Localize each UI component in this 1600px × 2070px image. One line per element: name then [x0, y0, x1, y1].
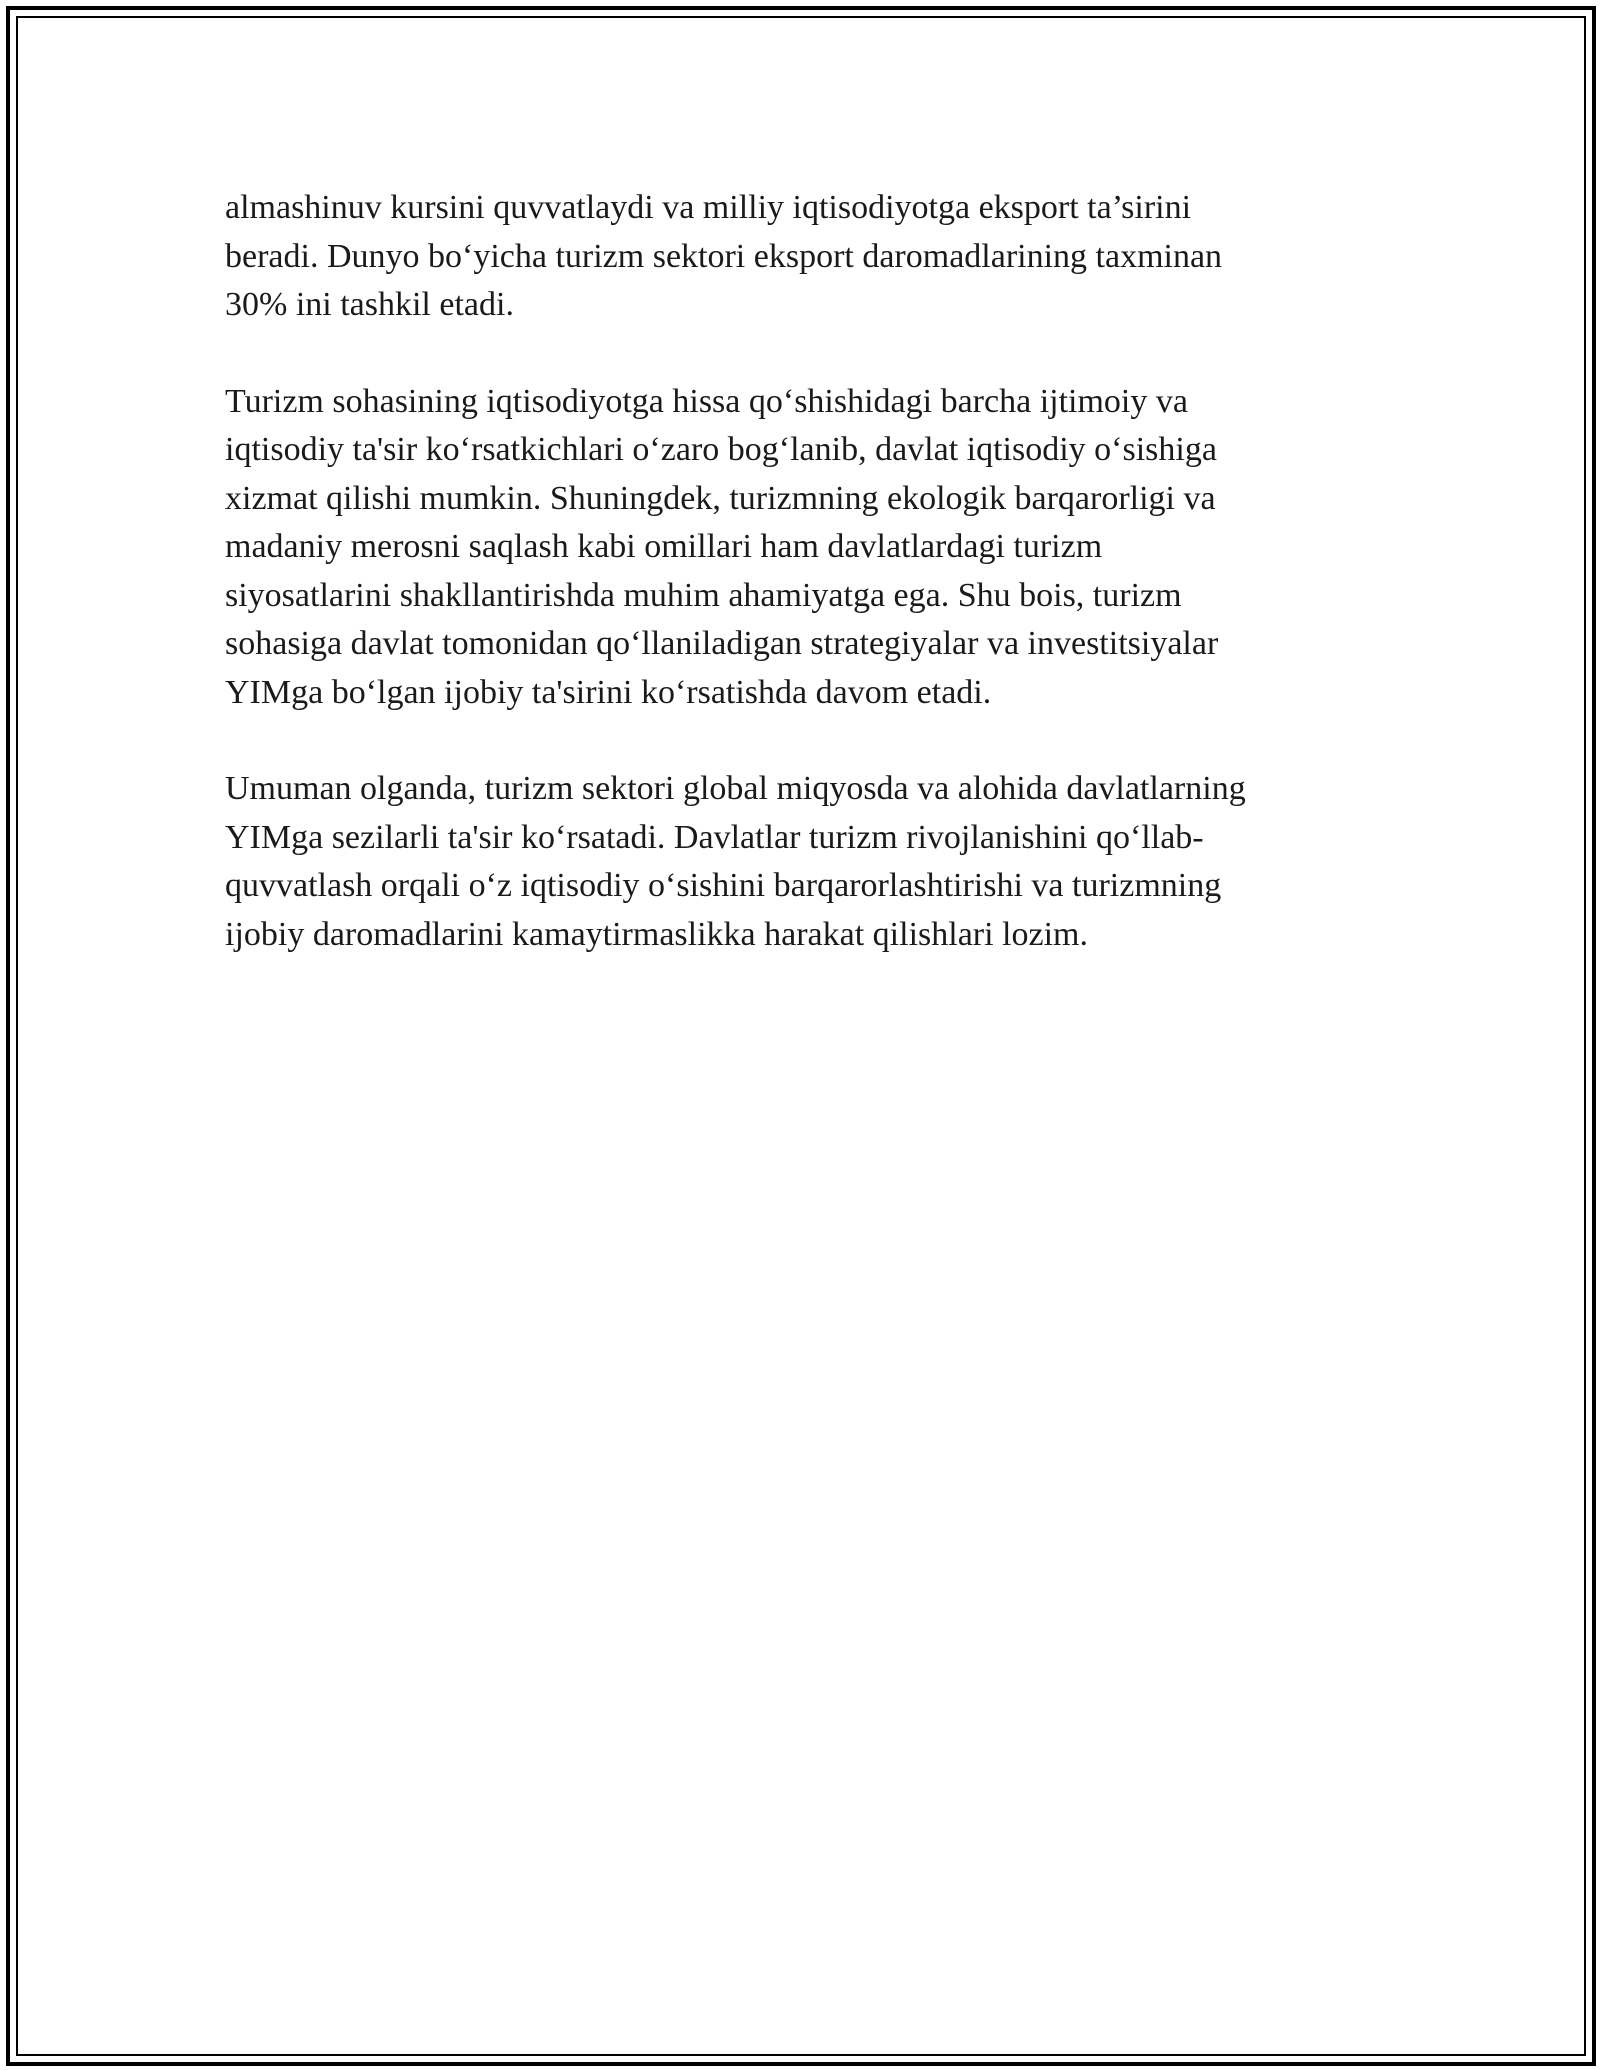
text-line: xizmat qilishi mumkin. Shuningdek, turizmning ekologik barqarorligi va: [225, 479, 1216, 517]
paragraph-3: [225, 765, 1355, 959]
paragraph-1: [225, 184, 1355, 330]
text-line: madaniy merosni saqlash kabi omillari ham davlatlardagi turizm: [225, 528, 1103, 565]
document-body: [225, 184, 1355, 1007]
text-line: 30% ini tashkil etadi.: [225, 286, 514, 323]
text-line: Turizm sohasining iqtisodiyotga hissa qo‘shishidagi barcha ijtimoiy va: [225, 382, 1188, 420]
text-line: iqtisodiy ta'sir ko‘rsatkichlari o‘zaro bog‘lanib, davlat iqtisodiy o‘sishiga: [225, 431, 1217, 468]
text-line: quvvatlash orqali o‘z iqtisodiy o‘sishini barqarorlashtirishi va turizmning: [225, 867, 1222, 904]
text-line: almashinuv kursini quvvatlaydi va milliy iqtisodiyotga eksport ta’sirini: [225, 189, 1192, 226]
text-line: YIMga bo‘lgan ijobiy ta'sirini ko‘rsatishda davom etadi.: [225, 673, 992, 711]
text-line: YIMga sezilarli ta'sir ko‘rsatadi. Davlatlar turizm rivojlanishini qo‘llab-: [225, 818, 1204, 856]
text-line: siyosatlarini shakllantirishda muhim ahamiyatga ega. Shu bois, turizm: [225, 576, 1182, 614]
text-line: beradi. Dunyo bo‘yicha turizm sektori eksport daromadlarining taxminan: [225, 237, 1223, 275]
text-line: Umuman olganda, turizm sektori global miqyosda va alohida davlatlarning: [225, 770, 1246, 807]
paragraph-2: [225, 378, 1355, 718]
text-line: ijobiy daromadlarini kamaytirmaslikka harakat qilishlari lozim.: [225, 915, 1088, 953]
text-line: sohasiga davlat tomonidan qo‘llaniladigan strategiyalar va investitsiyalar: [225, 625, 1219, 662]
